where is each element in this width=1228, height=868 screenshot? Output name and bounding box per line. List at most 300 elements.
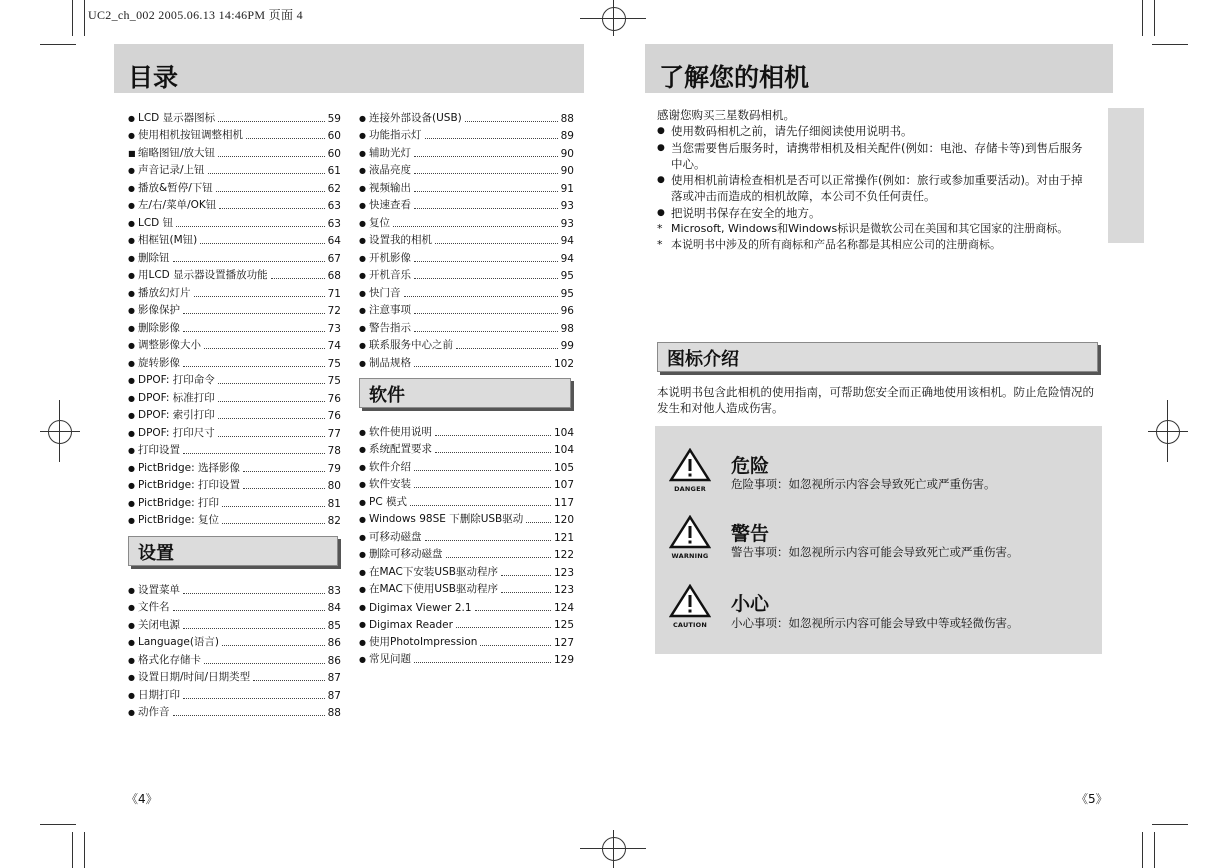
bullet: ● bbox=[128, 376, 135, 385]
toc-entry-label: PictBridge: 复位 bbox=[138, 514, 220, 526]
toc-entry-label: DPOF: 索引打印 bbox=[138, 409, 215, 421]
toc-entry-page: 60 bbox=[327, 147, 341, 160]
toc-entry-page: 90 bbox=[560, 147, 574, 160]
leader-dots bbox=[222, 523, 325, 524]
toc-entry[interactable] bbox=[128, 649, 341, 667]
toc-entry[interactable] bbox=[359, 247, 574, 265]
toc-entry-label: 左/右/菜单/OK钮 bbox=[138, 199, 217, 211]
toc-entry-label: 功能指示灯 bbox=[369, 129, 422, 141]
toc-entry-page: 72 bbox=[327, 305, 341, 317]
leader-dots bbox=[414, 156, 558, 157]
toc-entry-page: 68 bbox=[327, 270, 341, 282]
leader-dots bbox=[425, 540, 551, 541]
toc-entry-label: 用LCD 显示器设置播放功能 bbox=[138, 269, 268, 281]
toc-entry-page: 102 bbox=[553, 357, 574, 370]
toc-entry[interactable] bbox=[128, 352, 341, 370]
toc-entry-page: 95 bbox=[560, 287, 574, 300]
toc-entry[interactable] bbox=[359, 335, 574, 353]
leader-dots bbox=[414, 261, 558, 262]
toc-entry-page: 99 bbox=[560, 340, 574, 352]
toc-entry-label: 设置菜单 bbox=[138, 583, 180, 596]
bullet: ● bbox=[359, 288, 366, 298]
toc-entry-page: 129 bbox=[553, 654, 574, 666]
trademark-note-text: Microsoft, Windows和Windows标识是微软公司在美国和其它国家的注册商标。 bbox=[671, 222, 1069, 236]
toc-entry[interactable] bbox=[128, 387, 341, 405]
caution-icon bbox=[669, 584, 711, 628]
toc-entry-label: 删除钮 bbox=[138, 251, 170, 264]
toc-entry-label: 日期打印 bbox=[138, 688, 180, 701]
toc-entry[interactable] bbox=[128, 614, 341, 632]
bullet: ● bbox=[359, 532, 366, 542]
danger-icon bbox=[669, 448, 711, 492]
toc-column-2 bbox=[359, 107, 574, 370]
leader-dots bbox=[435, 435, 551, 436]
leader-dots bbox=[218, 121, 325, 122]
toc-entry[interactable] bbox=[128, 597, 341, 615]
toc-entry-page: 85 bbox=[327, 619, 341, 632]
leader-dots bbox=[183, 593, 325, 594]
toc-entry-label: DPOF: 打印命令 bbox=[138, 374, 215, 386]
bullet: ● bbox=[359, 567, 366, 577]
leader-dots bbox=[435, 452, 551, 453]
leader-dots bbox=[243, 471, 325, 472]
leader-dots bbox=[218, 436, 325, 437]
toc-entry[interactable] bbox=[359, 282, 574, 300]
toc-entry-page: 73 bbox=[327, 322, 341, 335]
toc-entry[interactable] bbox=[128, 702, 341, 720]
leader-dots bbox=[204, 348, 325, 349]
toc-entry-page: 120 bbox=[553, 514, 574, 526]
toc-entry-label: 液晶亮度 bbox=[369, 164, 411, 176]
toc-entry[interactable] bbox=[359, 526, 574, 544]
bullet: ● bbox=[128, 218, 135, 228]
leader-dots bbox=[183, 366, 325, 367]
leader-dots bbox=[456, 348, 558, 349]
camera-title-bar bbox=[645, 44, 1113, 93]
bullet: ● bbox=[359, 183, 366, 193]
bullet bbox=[657, 156, 671, 172]
leader-dots bbox=[414, 208, 558, 209]
toc-entry-page: 75 bbox=[327, 357, 341, 370]
toc-entry-page: 67 bbox=[327, 252, 341, 265]
bullet: ● bbox=[128, 603, 135, 612]
leader-dots bbox=[243, 488, 325, 489]
leader-dots bbox=[183, 698, 325, 699]
bullet: ● bbox=[359, 550, 366, 559]
toc-entry-label: 播放&暂停/下钮 bbox=[138, 181, 213, 194]
toc-entry-label: 警告指示 bbox=[369, 321, 411, 334]
bullet: ● bbox=[359, 427, 366, 437]
toc-entry[interactable] bbox=[128, 195, 341, 213]
toc-entry-page: 93 bbox=[560, 217, 574, 230]
toc-entry-page: 94 bbox=[560, 235, 574, 247]
toc-entry[interactable] bbox=[128, 405, 341, 423]
leader-dots bbox=[218, 383, 325, 384]
toc-entry-page: 87 bbox=[327, 672, 341, 684]
toc-entry[interactable] bbox=[128, 230, 341, 248]
toc-entry-page: 76 bbox=[327, 392, 341, 405]
toc-entry[interactable] bbox=[128, 317, 341, 335]
leader-dots bbox=[219, 208, 324, 209]
leader-dots bbox=[183, 453, 325, 454]
toc-entry[interactable] bbox=[128, 510, 341, 528]
intro-bullet-text: 落或冲击而造成的相机故障，本公司不负任何责任。 bbox=[671, 189, 936, 204]
danger-description: 危险事项：如忽视所示内容会导致死亡或严重伤害。 bbox=[731, 477, 996, 491]
bullet: ● bbox=[128, 690, 135, 700]
toc-entry[interactable] bbox=[359, 491, 574, 509]
toc-entry-label: 声音记录/上钮 bbox=[138, 164, 205, 176]
leader-dots bbox=[173, 610, 325, 611]
toc-entry[interactable] bbox=[128, 440, 341, 458]
toc-entry[interactable] bbox=[128, 212, 341, 230]
software-heading-bar bbox=[359, 378, 571, 408]
toc-entry-page: 60 bbox=[327, 130, 341, 142]
toc-entry[interactable] bbox=[359, 456, 574, 474]
toc-entry[interactable] bbox=[128, 457, 341, 475]
warning-icons-panel bbox=[655, 426, 1102, 654]
toc-entry-label: 快速查看 bbox=[369, 199, 411, 211]
bullet: ● bbox=[359, 480, 366, 489]
leader-dots bbox=[204, 663, 325, 664]
toc-entry[interactable] bbox=[359, 631, 574, 649]
bullet: ● bbox=[128, 271, 135, 280]
toc-entry-label: 联系服务中心之前 bbox=[369, 339, 453, 351]
leader-dots bbox=[414, 191, 558, 192]
icons-intro-line: 本说明书包含此相机的使用指南，可帮助您安全而正确地使用该相机。防止危险情况的 bbox=[657, 385, 1094, 399]
bullet: ● bbox=[657, 126, 665, 137]
caution-title: 小心 bbox=[731, 593, 770, 615]
bullet: ● bbox=[128, 131, 135, 140]
toc-entry-page: 88 bbox=[560, 112, 574, 125]
toc-entry[interactable] bbox=[359, 596, 574, 614]
intro-block bbox=[657, 107, 1102, 254]
toc-entry[interactable] bbox=[128, 422, 341, 440]
toc-entry[interactable] bbox=[128, 335, 341, 353]
leader-dots bbox=[456, 627, 551, 628]
toc-entry-label: 连接外部设备(USB) bbox=[369, 111, 462, 124]
toc-entry-page: 82 bbox=[327, 515, 341, 527]
bullet: ● bbox=[657, 142, 665, 153]
intro-bullet-text: 把说明书保存在安全的地方。 bbox=[671, 205, 821, 220]
trademark-note bbox=[657, 221, 1102, 237]
toc-entry[interactable] bbox=[128, 632, 341, 650]
toc-entry-page: 59 bbox=[327, 112, 341, 125]
toc-entry-page: 98 bbox=[560, 322, 574, 335]
toc-entry-label: Digimax Viewer 2.1 bbox=[369, 601, 472, 614]
intro-bullet bbox=[657, 140, 1102, 156]
icons-intro-line: 发生和对他人造成伤害。 bbox=[657, 401, 784, 416]
toc-entry-label: 开机影像 bbox=[369, 251, 411, 264]
toc-entry[interactable] bbox=[128, 125, 341, 143]
trademark-note bbox=[657, 237, 1102, 253]
leader-dots bbox=[173, 715, 325, 716]
toc-entry-page: 90 bbox=[560, 165, 574, 177]
toc-entry-label: 快门音 bbox=[369, 286, 401, 299]
toc-entry-label: 文件名 bbox=[138, 601, 170, 613]
leader-dots bbox=[414, 662, 551, 663]
toc-entry[interactable] bbox=[128, 370, 341, 388]
toc-entry[interactable] bbox=[128, 667, 341, 685]
danger-caption: DANGER bbox=[674, 485, 706, 493]
toc-entry-label: PictBridge: 打印 bbox=[138, 496, 220, 509]
toc-entry[interactable] bbox=[128, 142, 341, 160]
toc-entry-label: DPOF: 打印尺寸 bbox=[138, 426, 215, 439]
bullet: ● bbox=[128, 183, 135, 193]
toc-entry[interactable] bbox=[128, 247, 341, 265]
leader-dots bbox=[404, 296, 558, 297]
intro-bullet bbox=[657, 188, 1102, 204]
toc-entry-label: 在MAC下安装USB驱动程序 bbox=[369, 565, 498, 578]
bullet: ● bbox=[128, 585, 135, 595]
toc-entry-label: DPOF: 标准打印 bbox=[138, 391, 215, 404]
leader-dots bbox=[176, 226, 325, 227]
leader-dots bbox=[414, 278, 558, 279]
bullet: ● bbox=[128, 708, 135, 717]
bullet: ● bbox=[359, 148, 366, 158]
toc-entry-page: 80 bbox=[327, 480, 341, 492]
leader-dots bbox=[410, 505, 551, 506]
leader-dots bbox=[246, 138, 325, 139]
bullet: ● bbox=[128, 288, 135, 298]
toc-entry-label: 删除可移动磁盘 bbox=[369, 548, 443, 560]
toc-column-1 bbox=[128, 107, 341, 527]
bullet: ● bbox=[359, 341, 366, 350]
toc-entry-page: 64 bbox=[327, 235, 341, 247]
bullet: * bbox=[657, 238, 663, 252]
bullet: ● bbox=[359, 602, 366, 612]
toc-entry-label: 关闭电源 bbox=[138, 618, 180, 631]
intro-bullet bbox=[657, 172, 1102, 188]
leader-dots bbox=[480, 645, 551, 646]
toc-entry-label: 动作音 bbox=[138, 706, 170, 718]
bullet: ● bbox=[128, 411, 135, 420]
bullet: ● bbox=[359, 515, 366, 524]
toc-entry-label: 使用相机按钮调整相机 bbox=[138, 129, 243, 141]
toc-entry[interactable] bbox=[359, 230, 574, 248]
leader-dots bbox=[414, 487, 551, 488]
bullet: ● bbox=[128, 393, 135, 403]
toc-entry-label: 删除影像 bbox=[138, 321, 180, 334]
leader-dots bbox=[200, 243, 324, 244]
toc-entry[interactable] bbox=[128, 160, 341, 178]
leader-dots bbox=[475, 610, 551, 611]
toc-entry[interactable] bbox=[128, 492, 341, 510]
bullet: ● bbox=[359, 253, 366, 263]
leader-dots bbox=[183, 313, 325, 314]
toc-entry-label: 制品规格 bbox=[369, 356, 411, 369]
toc-entry-label: 开机音乐 bbox=[369, 269, 411, 281]
toc-entry[interactable] bbox=[128, 265, 341, 283]
toc-entry[interactable] bbox=[359, 509, 574, 527]
intro-bullet bbox=[657, 123, 1102, 139]
bullet: ● bbox=[359, 113, 366, 123]
toc-entry[interactable] bbox=[359, 212, 574, 230]
bullet: ● bbox=[359, 306, 366, 315]
toc-title-bar bbox=[114, 44, 584, 93]
bullet: ● bbox=[128, 463, 135, 473]
toc-entry-page: 96 bbox=[560, 305, 574, 317]
bullet: ● bbox=[128, 323, 135, 333]
toc-entry-label: 播放幻灯片 bbox=[138, 286, 191, 299]
toc-entry[interactable] bbox=[359, 177, 574, 195]
toc-entry-label: Windows 98SE 下删除USB驱动 bbox=[369, 513, 524, 525]
toc-entry[interactable] bbox=[359, 265, 574, 283]
toc-entry-label: 调整影像大小 bbox=[138, 339, 201, 351]
bullet: ● bbox=[128, 113, 135, 123]
toc-entry-page: 86 bbox=[327, 654, 341, 667]
bullet: ● bbox=[359, 271, 366, 280]
caution-description: 小心事项：如忽视所示内容可能会导致中等或轻微伤害。 bbox=[731, 616, 1019, 630]
toc-entry-label: 复位 bbox=[369, 216, 390, 229]
toc-entry[interactable] bbox=[359, 300, 574, 318]
page-title: 了解您的相机 bbox=[659, 63, 810, 92]
toc-entry-page: 123 bbox=[553, 584, 574, 596]
toc-entry-label: Language(语言) bbox=[138, 636, 220, 648]
bullet: ● bbox=[359, 620, 366, 629]
toc-entry-page: 125 bbox=[553, 619, 574, 631]
toc-entry[interactable] bbox=[359, 561, 574, 579]
toc-entry-page: 124 bbox=[553, 601, 574, 614]
toc-entry-label: 缩略图钮/放大钮 bbox=[138, 146, 216, 159]
toc-entry-label: LCD 显示器图标 bbox=[138, 111, 216, 124]
toc-entry-page: 94 bbox=[560, 252, 574, 265]
toc-entry-label: 系统配置要求 bbox=[369, 443, 432, 455]
toc-entry[interactable] bbox=[359, 579, 574, 597]
toc-entry[interactable] bbox=[359, 317, 574, 335]
icons-heading-bar bbox=[657, 342, 1098, 372]
bullet: ● bbox=[359, 323, 366, 333]
section-heading: 图标介绍 bbox=[667, 349, 739, 370]
bullet: ● bbox=[359, 236, 366, 245]
toc-entry[interactable] bbox=[128, 107, 341, 125]
leader-dots bbox=[501, 592, 551, 593]
bullet: ● bbox=[128, 306, 135, 315]
bullet: ● bbox=[128, 253, 135, 263]
leader-dots bbox=[414, 470, 551, 471]
toc-entry[interactable] bbox=[359, 439, 574, 457]
bullet: ● bbox=[657, 175, 665, 186]
toc-entry-label: 在MAC下使用USB驱动程序 bbox=[369, 583, 498, 595]
toc-entry[interactable] bbox=[128, 282, 341, 300]
toc-entry-page: 87 bbox=[327, 689, 341, 702]
bullet: ● bbox=[359, 637, 366, 647]
settings-heading-bar bbox=[128, 536, 338, 566]
toc-entry[interactable] bbox=[128, 475, 341, 493]
toc-entry-page: 95 bbox=[560, 270, 574, 282]
leader-dots bbox=[218, 418, 325, 419]
toc-entry-label: 辅助光灯 bbox=[369, 146, 411, 159]
leader-dots bbox=[526, 522, 551, 523]
toc-entry[interactable] bbox=[359, 474, 574, 492]
toc-entry-label: 可移动磁盘 bbox=[369, 530, 422, 543]
toc-entry-page: 63 bbox=[327, 200, 341, 212]
leader-dots bbox=[465, 121, 558, 122]
bullet: ● bbox=[657, 207, 665, 218]
warning-caption: WARNING bbox=[671, 552, 709, 560]
toc-entry-page: 117 bbox=[553, 496, 574, 509]
toc-entry[interactable] bbox=[359, 160, 574, 178]
toc-entry-label: 旋转影像 bbox=[138, 356, 180, 369]
page-number-left: 《4》 bbox=[126, 792, 158, 806]
toc-entry-label: 视频输出 bbox=[369, 181, 411, 194]
bullet: ● bbox=[128, 428, 135, 438]
toc-column-software bbox=[359, 421, 574, 666]
bullet: ● bbox=[359, 166, 366, 175]
intro-bullet bbox=[657, 156, 1102, 172]
toc-entry[interactable] bbox=[359, 614, 574, 632]
bullet: ● bbox=[128, 481, 135, 490]
leader-dots bbox=[194, 296, 325, 297]
bullet: ● bbox=[128, 655, 135, 665]
bullet: ● bbox=[128, 358, 135, 368]
toc-entry[interactable] bbox=[128, 300, 341, 318]
leader-dots bbox=[173, 261, 325, 262]
bullet: ● bbox=[359, 131, 366, 140]
toc-entry-page: 62 bbox=[327, 182, 341, 195]
toc-entry[interactable] bbox=[359, 125, 574, 143]
warning-description: 警告事项：如忽视所示内容可能会导致死亡或严重伤害。 bbox=[731, 545, 1019, 559]
toc-entry-page: 75 bbox=[327, 375, 341, 387]
bullet: ● bbox=[128, 638, 135, 647]
toc-entry[interactable] bbox=[128, 579, 341, 597]
toc-entry[interactable] bbox=[359, 195, 574, 213]
print-header: UC2_ch_002 2005.06.13 14:46PM 页面 4 bbox=[88, 8, 303, 22]
toc-entry-label: PictBridge: 选择影像 bbox=[138, 461, 241, 474]
leader-dots bbox=[414, 331, 558, 332]
toc-entry[interactable] bbox=[359, 352, 574, 370]
toc-entry[interactable] bbox=[359, 649, 574, 667]
toc-entry-page: 74 bbox=[327, 340, 341, 352]
icons-intro bbox=[657, 384, 1107, 417]
leader-dots bbox=[253, 680, 325, 681]
toc-entry-label: 软件安装 bbox=[369, 478, 411, 490]
bullet: ● bbox=[359, 462, 366, 472]
leader-dots bbox=[222, 506, 325, 507]
leader-dots bbox=[208, 173, 325, 174]
toc-entry-label: LCD 钮 bbox=[138, 216, 174, 229]
warning-title: 警告 bbox=[731, 523, 770, 545]
intro-lead: 感谢您购买三星数码相机。 bbox=[657, 108, 795, 122]
leader-dots bbox=[414, 173, 558, 174]
toc-entry[interactable] bbox=[359, 421, 574, 439]
toc-entry[interactable] bbox=[359, 107, 574, 125]
toc-entry[interactable] bbox=[359, 544, 574, 562]
caution-caption: CAUTION bbox=[672, 621, 708, 629]
leader-dots bbox=[222, 645, 325, 646]
bullet: ● bbox=[128, 673, 135, 682]
leader-dots bbox=[218, 401, 325, 402]
toc-entry-label: 注意事项 bbox=[369, 304, 411, 316]
bullet bbox=[657, 188, 671, 204]
toc-entry-page: 121 bbox=[553, 531, 574, 544]
bullet: ● bbox=[359, 445, 366, 454]
intro-bullet-text: 中心。 bbox=[671, 156, 706, 171]
toc-entry[interactable] bbox=[128, 684, 341, 702]
toc-entry[interactable] bbox=[128, 177, 341, 195]
toc-entry-label: 软件介绍 bbox=[369, 460, 411, 473]
toc-entry-page: 81 bbox=[327, 497, 341, 510]
bullet: ● bbox=[359, 218, 366, 228]
leader-dots bbox=[183, 628, 325, 629]
toc-entry-page: 123 bbox=[553, 566, 574, 579]
leader-dots bbox=[271, 278, 325, 279]
toc-entry[interactable] bbox=[359, 142, 574, 160]
toc-entry-page: 88 bbox=[327, 707, 341, 719]
toc-column-settings bbox=[128, 579, 341, 719]
intro-bullet-text: 当您需要售后服务时，请携带相机及相关配件(例如：电池、存储卡等)到售后服务 bbox=[671, 140, 1083, 155]
toc-entry-page: 84 bbox=[327, 602, 341, 614]
page-number-right: 《5》 bbox=[1076, 792, 1108, 806]
